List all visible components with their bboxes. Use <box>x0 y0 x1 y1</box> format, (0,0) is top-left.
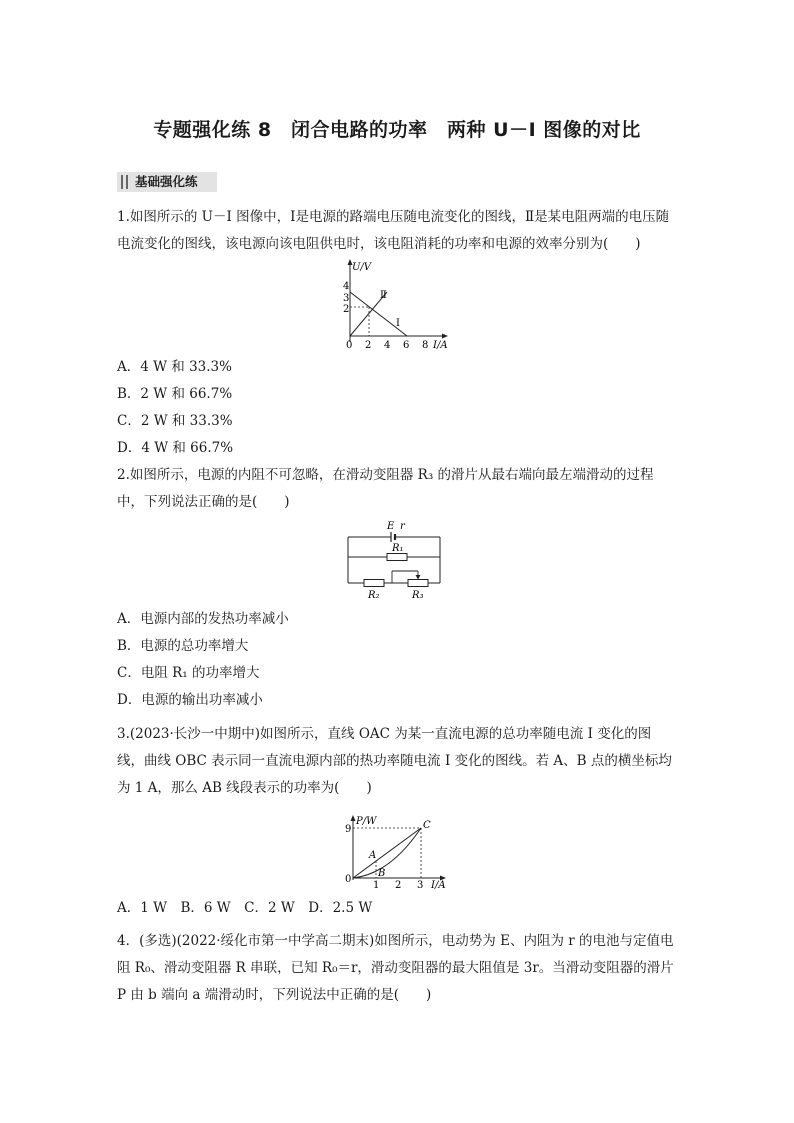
q2-option-d: D．电源的输出功率减小 <box>117 692 263 708</box>
q3-xlabel: I/A <box>431 880 446 891</box>
q1-xlabel: I/A <box>433 340 448 350</box>
q3-ylabel: P/W <box>356 816 377 827</box>
q2-option-b: B．电源的总功率增大 <box>117 638 249 654</box>
q3-xtick: 1 <box>373 880 380 891</box>
q1-xtick: 4 <box>384 340 391 350</box>
q1-ylabel: U/V <box>352 262 372 273</box>
q1-ytick: 4 <box>343 281 350 292</box>
q3-power-graph <box>335 812 455 892</box>
q1-option-a: A．4 W 和 33.3% <box>117 359 232 375</box>
q2-emf-label: E <box>387 521 395 532</box>
question-3-text: 3.(2023·长沙一中期中)如图所示，直线 OAC 为某一直流电源的总功率随电流 I 变化的图线，曲线 OBC 表示同一直流电源内部的热功率随电流 I 变化的图线。若 A、B 点的横坐标均为 1 A，那么 AB 线段表示的功率为( ) <box>117 726 672 796</box>
page-title: 专题强化练 8 闭合电路的功率 两种 U－I 图像的对比 <box>153 119 641 141</box>
q1-xtick: 2 <box>365 340 372 350</box>
q2-internal-r-label: r <box>400 521 405 532</box>
q1-option-d: D．4 W 和 66.7% <box>117 440 234 456</box>
q2-option-a: A．电源内部的发热功率减小 <box>117 611 289 627</box>
q3-ytick: 9 <box>345 824 352 835</box>
q1-xtick: 6 <box>403 340 410 350</box>
q3-origin: 0 <box>345 874 352 885</box>
q2-option-c: C．电阻 R₁ 的功率增大 <box>117 665 260 681</box>
q1-option-c: C．2 W 和 33.3% <box>117 413 233 429</box>
q1-xtick: 8 <box>422 340 429 350</box>
section-tag: 基础强化练 <box>117 172 217 192</box>
q2-r3-label: R₃ <box>412 590 424 601</box>
question-1-text: 1.如图所示的 U－I 图像中，Ⅰ是电源的路端电压随电流变化的图线，Ⅱ是某电阻两端的电压随电流变化的图线，该电源向该电阻供电时，该电阻消耗的功率和电源的效率分别为( ) <box>117 209 670 252</box>
q3-point-b: B <box>378 868 386 879</box>
q3-point-c: C <box>423 820 431 831</box>
q1-ui-graph <box>330 256 460 350</box>
q3-xtick: 2 <box>395 880 402 891</box>
q1-option-b: B．2 W 和 66.7% <box>117 386 233 402</box>
q3-point-a: A <box>369 850 377 861</box>
q2-r2-label: R₂ <box>368 590 380 601</box>
q2-r1-label: R₁ <box>392 543 404 554</box>
q3-xtick: 3 <box>417 880 424 891</box>
q1-line-label-2: Ⅱ <box>380 290 387 301</box>
q1-ytick: 2 <box>343 304 350 315</box>
q1-ytick: 3 <box>343 293 350 304</box>
question-2-text: 2.如图所示，电源的内阻不可忽略，在滑动变阻器 R₃ 的滑片从最右端向最左端滑动的过程中，下列说法正确的是( ) <box>117 467 654 510</box>
q2-circuit-diagram <box>340 515 450 605</box>
question-4-text: 4．(多选)(2022·绥化市第一中学高二期末)如图所示，电动势为 E、内阻为 r 的电池与定值电阻 R₀、滑动变阻器 R 串联，已知 R₀＝r，滑动变阻器的最大阻值是 3r。当滑动变阻器的滑片 P 由 b 端向 a 端滑动时，下列说法中正确的是( ) <box>117 933 674 1003</box>
q1-line-label-1: Ⅰ <box>396 318 400 329</box>
q1-xtick: 0 <box>346 340 353 350</box>
q3-options: A．1 W B．6 W C．2 W D．2.5 W <box>117 900 373 916</box>
